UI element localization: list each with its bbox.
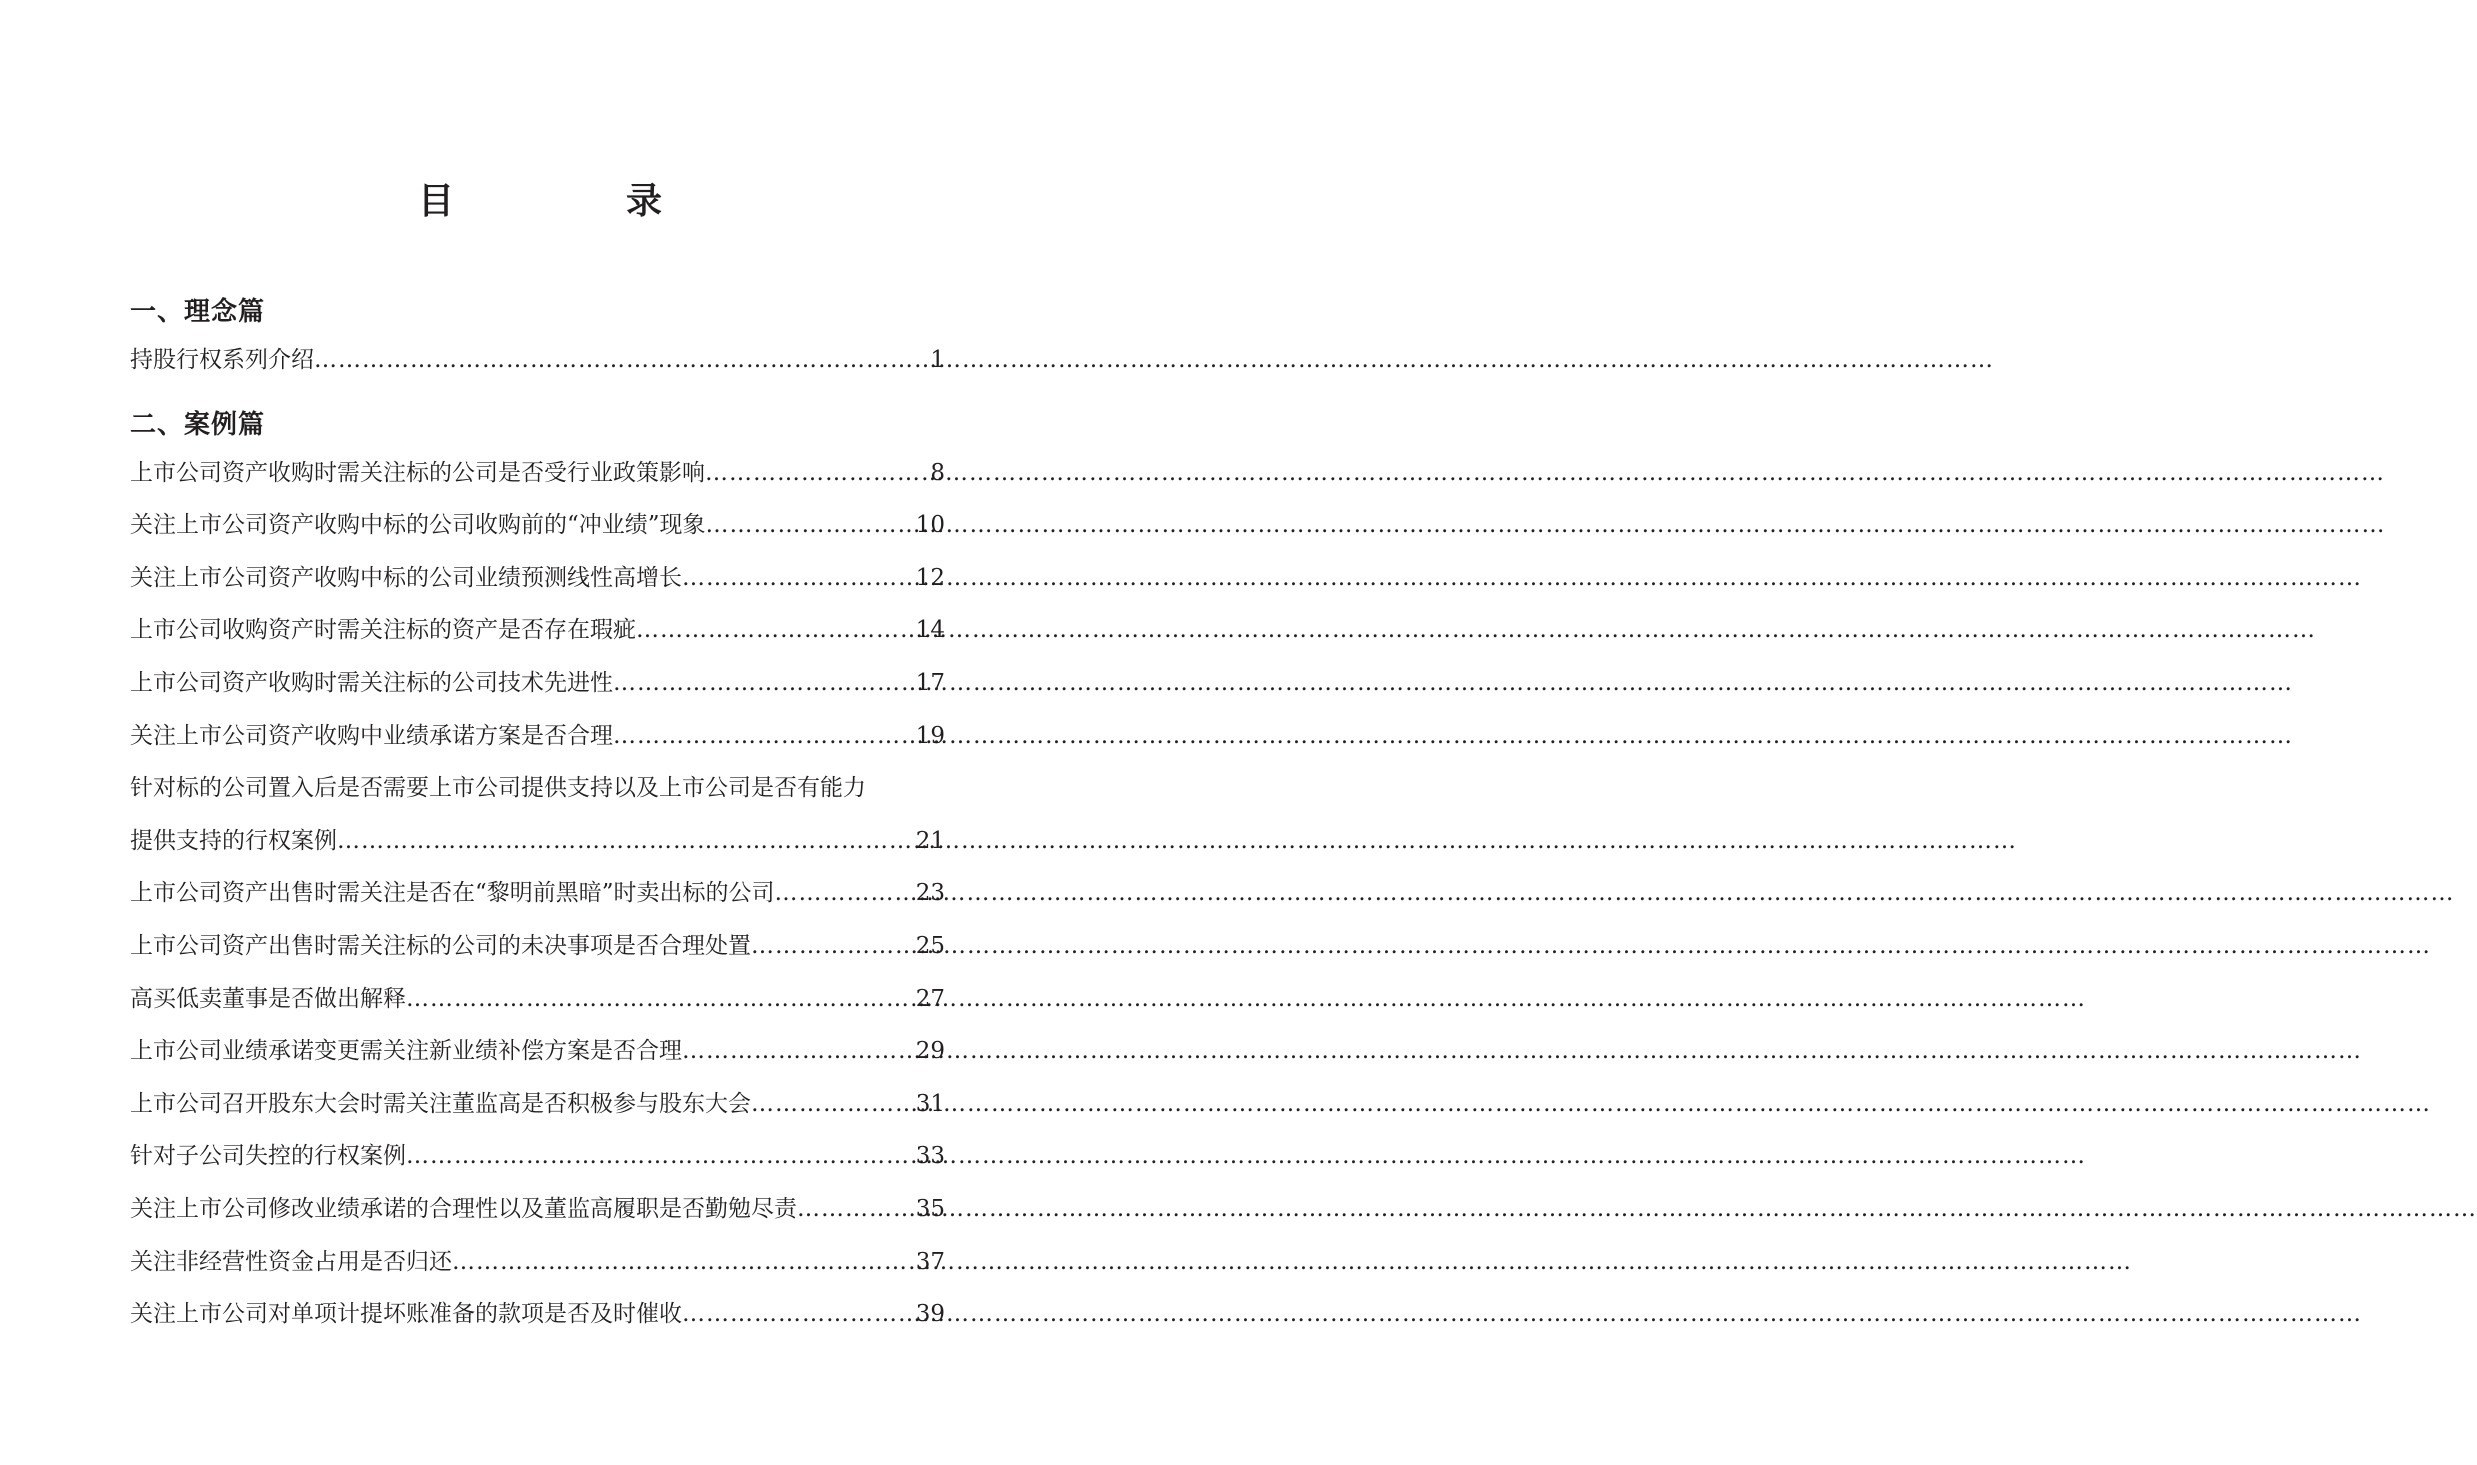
toc-entry[interactable] — [130, 1130, 945, 1183]
toc-entry-title: 关注上市公司资产收购中标的公司业绩预测线性高增长 — [130, 564, 682, 591]
toc-entry-page: 29 — [915, 1038, 945, 1065]
page-title: 目 录 — [417, 181, 730, 222]
toc-entry-page: 39 — [915, 1301, 945, 1328]
toc-entry-title: 上市公司业绩承诺变更需关注新业绩补偿方案是否合理 — [130, 1038, 682, 1065]
toc-entry[interactable] — [130, 334, 945, 387]
dot-leader — [682, 1288, 914, 1341]
toc-entry[interactable] — [130, 1236, 945, 1289]
toc-entry-line1[interactable] — [130, 762, 945, 815]
dot-leader — [636, 604, 914, 657]
toc-entry-page: 27 — [915, 985, 945, 1012]
toc-entry-page: 8 — [930, 459, 945, 486]
toc-entry-page: 12 — [915, 564, 945, 591]
dot-leader — [797, 1183, 914, 1236]
toc-entry-page: 1 — [930, 347, 945, 373]
toc-entry[interactable] — [130, 710, 945, 763]
toc-entry-title: 上市公司资产收购时需关注标的公司技术先进性 — [130, 669, 613, 696]
toc-entry-page: 14 — [915, 617, 945, 644]
toc-entry-title: 关注上市公司资产收购中业绩承诺方案是否合理 — [130, 722, 613, 749]
toc-entry-page: 25 — [915, 932, 945, 959]
dot-leader — [406, 1130, 914, 1183]
toc-entry-title: 上市公司资产出售时需关注是否在“黎明前黑暗”时卖出标的公司 — [130, 880, 775, 907]
toc-entry-page: 33 — [915, 1143, 945, 1170]
toc-entry-page: 35 — [915, 1195, 945, 1222]
toc-entry[interactable] — [130, 1025, 945, 1078]
toc-entry[interactable] — [130, 1078, 945, 1131]
toc-entry[interactable] — [130, 657, 945, 710]
toc-entry-title: 高买低卖董事是否做出解释 — [130, 985, 406, 1012]
toc-entry[interactable] — [130, 1183, 945, 1236]
toc-entry[interactable] — [130, 920, 945, 973]
toc-entry-title: 针对子公司失控的行权案例 — [130, 1143, 406, 1170]
dot-leader — [706, 499, 914, 552]
dot-leader — [452, 1236, 914, 1289]
toc-entry[interactable] — [130, 1288, 945, 1341]
toc-entry-title: 针对标的公司置入后是否需要上市公司提供支持以及上市公司是否有能力 — [130, 775, 866, 802]
toc-entry-title: 关注上市公司资产收购中标的公司收购前的“冲业绩”现象 — [130, 512, 706, 539]
toc-entry-page: 10 — [915, 512, 945, 539]
dot-leader — [337, 815, 914, 868]
toc-entry-title: 上市公司召开股东大会时需关注董监高是否积极参与股东大会 — [130, 1090, 751, 1117]
toc-entry-page: 31 — [915, 1090, 945, 1117]
toc-entry-page: 21 — [915, 827, 945, 854]
toc-entry-title: 关注上市公司对单项计提坏账准备的款项是否及时催收 — [130, 1301, 682, 1328]
dot-leader — [751, 1078, 914, 1131]
section-heading-cases: 二、案例篇 — [130, 409, 266, 440]
dot-leader — [613, 710, 914, 763]
dot-leader — [751, 920, 914, 973]
toc-entry[interactable] — [130, 973, 945, 1026]
dot-leader — [613, 657, 914, 710]
dot-leader — [314, 334, 928, 387]
toc-entry-title: 上市公司资产收购时需关注标的公司是否受行业政策影响 — [130, 459, 705, 486]
dot-leader — [682, 1025, 914, 1078]
toc-entry-title: 关注非经营性资金占用是否归还 — [130, 1248, 452, 1275]
table-of-contents — [130, 290, 945, 1341]
toc-entry-line2[interactable] — [130, 815, 945, 868]
dot-leader — [682, 552, 914, 605]
section-heading-concept: 一、理念篇 — [130, 297, 266, 327]
toc-entry-page: 17 — [915, 669, 945, 696]
toc-entry[interactable] — [130, 867, 945, 920]
toc-entry-title: 上市公司资产出售时需关注标的公司的未决事项是否合理处置 — [130, 932, 751, 959]
toc-entry-title: 关注上市公司修改业绩承诺的合理性以及董监高履职是否勤勉尽责 — [130, 1195, 797, 1222]
toc-entry[interactable] — [130, 447, 945, 500]
toc-entry-page: 23 — [915, 880, 945, 907]
toc-entry-title: 上市公司收购资产时需关注标的资产是否存在瑕疵 — [130, 617, 636, 644]
toc-entry-title: 持股行权系列介绍 — [130, 347, 314, 373]
toc-entry[interactable] — [130, 604, 945, 657]
toc-entry-title: 提供支持的行权案例 — [130, 827, 337, 854]
toc-entry-page: 37 — [915, 1248, 945, 1275]
toc-entry[interactable] — [130, 499, 945, 552]
dot-leader — [775, 867, 914, 920]
dot-leader — [406, 973, 914, 1026]
toc-entry[interactable] — [130, 552, 945, 605]
toc-entry-page: 19 — [915, 722, 945, 749]
dot-leader — [705, 447, 928, 500]
